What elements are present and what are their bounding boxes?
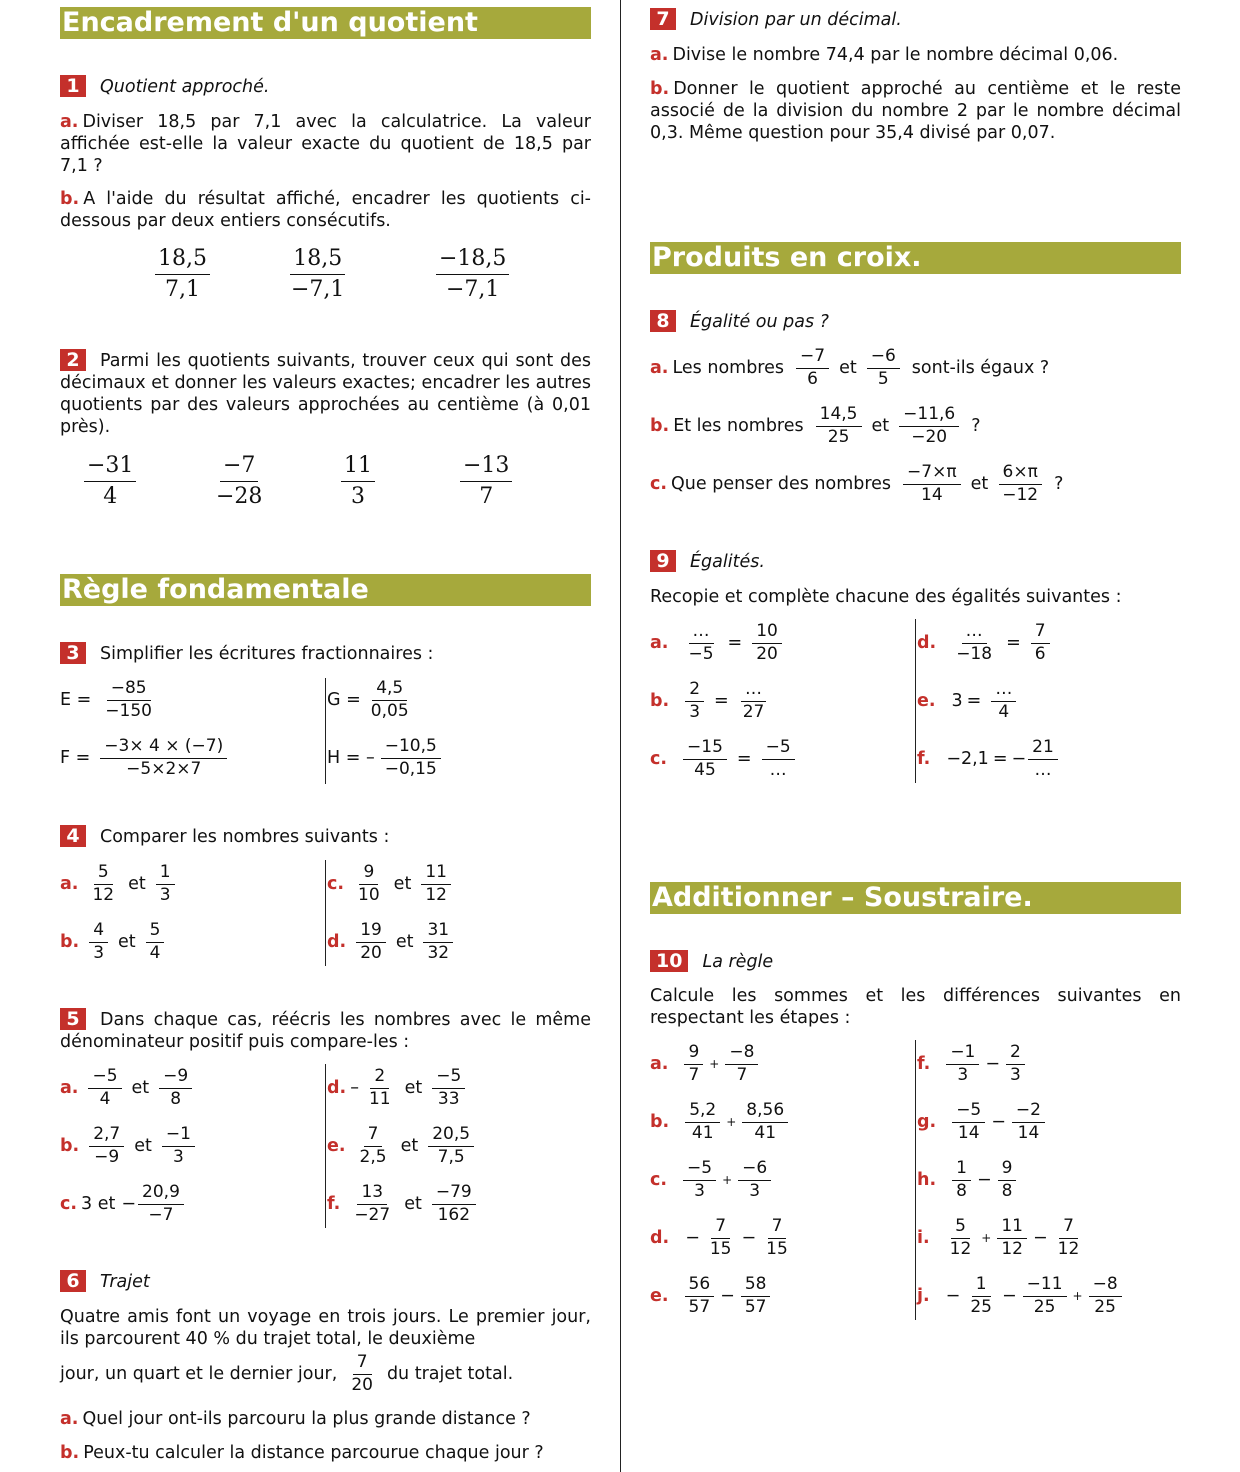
section-title-regle: Règle fondamentale [60, 574, 591, 606]
part-label: a. [60, 112, 79, 132]
section-title-encadrement: Encadrement d'un quotient [60, 7, 591, 39]
exercise-title: Trajet [100, 1272, 150, 1292]
exercise-number: 8 [650, 310, 676, 332]
equality-9b: b. $\frac{2}{3}$ = … 27 [650, 678, 765, 722]
exercise-number: 7 [650, 8, 676, 30]
exercise-6-text: Quatre amis font un voyage en trois jours. Le premier jour, ils parcourent 40 % du trajet total, le deuxième [60, 1307, 591, 1349]
comparison-c: c. 9 10 et 11 12 [327, 860, 457, 908]
exercise-9-text: Recopie et complète chacune des égalités suivantes : [650, 587, 1122, 607]
exercise-title: La règle [702, 952, 774, 972]
exercise-4-header [60, 825, 389, 849]
exercise-number: 1 [60, 75, 86, 97]
calc-10h: h. 1 8 − $\frac{9}{8}$ [917, 1156, 1022, 1204]
calc-10f: f. −1 3 − $\frac{2}{3}$ [917, 1040, 1031, 1088]
exercise-7-header [650, 8, 902, 32]
calc-10g: g. −5 14 − $\frac{-2}{14}$ [917, 1098, 1051, 1146]
compare-5a: a. −5 4 et −9 8 [60, 1064, 198, 1112]
divider [325, 860, 326, 966]
exercise-5-text [60, 1008, 591, 1053]
exercise-text: Dans chaque cas, réécris les nombres avec le même dénominateur positif puis compare-les : [60, 1010, 591, 1052]
exercise-number: 2 [60, 349, 86, 371]
divider [325, 1064, 326, 1228]
exercise-text: Parmi les quotients suivants, trouver ceux qui sont des décimaux et donner les valeurs exactes; encadrer les autres quotients par des valeurs approchées au centième (à 0,01 près). [60, 351, 591, 437]
divider [915, 1040, 916, 1320]
expression-F: F = $\frac{-3\times 4 \times (-7)}{-5\times 2\times 7}$ [60, 734, 233, 782]
comparison-b: b. 4 3 et 5 4 [60, 918, 170, 966]
question-8c: c. Que penser des nombres −7×π 14 et 6×π −12 ? [650, 461, 1064, 505]
equality-9c: c. $\frac{-15}{45}$ = −5 … [650, 735, 801, 783]
exercise-3-header [60, 642, 433, 666]
exercise-text: Simplifier les écritures fractionnaires : [100, 644, 434, 664]
equality-9f: f. −2,1 = − 21 … [917, 735, 1064, 783]
part-label: b. [60, 189, 80, 209]
section-title-additionner: Additionner – Soustraire. [650, 882, 1181, 914]
exercise-1-part-b [60, 188, 591, 232]
compare-5c: c. 3 et − $\frac{20,9}{-7}$ [60, 1180, 190, 1228]
exercise-8-header [650, 310, 829, 334]
divider [325, 678, 326, 784]
calc-10a: a. 9 7 + $\frac{-8}{7}$ [650, 1040, 764, 1088]
exercise-2-text [60, 349, 591, 438]
exercise-number: 5 [60, 1008, 86, 1030]
equality-9e: e. 3 = … 4 [917, 677, 1022, 725]
comparison-d: d. 19 20 et 31 32 [327, 918, 459, 966]
fraction-minus-18-5-over-minus-7-1: $\frac{-18,5}{-7,1}$ [436, 245, 509, 303]
exercise-number: 6 [60, 1270, 86, 1292]
comparison-a: a. 5 12 et 1 3 [60, 860, 181, 908]
compare-5f: f. 13 −27 et −79 162 [327, 1180, 482, 1228]
exercise-1-part-a [60, 111, 591, 177]
exercise-6-text-line: jour, un quart et le dernier jour, 7 20 du trajet total. [60, 1351, 514, 1395]
exercise-9-header [650, 550, 765, 574]
exercise-text: Comparer les nombres suivants : [100, 827, 390, 847]
exercise-1-header [60, 75, 269, 99]
part-text: A l'aide du résultat affiché, encadrer les quotients ci-dessous par deux entiers consécutifs. [60, 189, 591, 231]
exercise-10-text: Calcule les sommes et les différences suivantes en respectant les étapes : [650, 986, 1181, 1028]
exercise-title: Égalité ou pas ? [690, 312, 829, 332]
calc-10b: b. 5,2 41 + $\frac{8,56}{41}$ [650, 1098, 794, 1146]
exercise-6-part-a: a. Quel jour ont-ils parcouru la plus grande distance ? [60, 1409, 531, 1429]
section-title-produits: Produits en croix. [650, 242, 1181, 274]
expression-E: E = $\frac{-85}{-150}$ [60, 677, 152, 721]
fraction-minus-31-over-4: $\frac{-31}{4}$ [84, 452, 136, 510]
exercise-title: Égalités. [690, 552, 765, 572]
calc-10i: i. 5 12 + $\frac{11}{12}$ − $\frac{7}{12}$ [917, 1215, 1080, 1259]
compare-5e: e. 7 2,5 et 20,5 7,5 [327, 1122, 480, 1170]
fraction-18-5-over-7-1: $\frac{18,5}{7,1}$ [155, 245, 210, 303]
exercise-6-part-b: b. Peux-tu calculer la distance parcourue chaque jour ? [60, 1443, 544, 1463]
expression-G: G = $\frac{4,5}{0,05}$ [327, 677, 409, 721]
divider [915, 619, 916, 783]
compare-5d: d. – 2 11 et −5 33 [327, 1064, 471, 1112]
calc-10e: e. 56 57 − $\frac{58}{57}$ [650, 1272, 776, 1320]
exercise-title: Quotient approché. [100, 77, 270, 97]
question-8a: a. Les nombres −7 6 et −6 5 sont-ils égaux ? [650, 345, 1050, 389]
exercise-10-header [650, 950, 773, 974]
calc-10j: j. − $\frac{1}{25}$ − $\frac{-11}{25}$ + $\frac{-8}{25}$ [917, 1272, 1128, 1320]
calc-10d: d. − $\frac{7}{15}$ − $\frac{7}{15}$ [650, 1215, 788, 1259]
column-separator [620, 0, 621, 1472]
compare-5b: b. 2,7 −9 et −1 3 [60, 1122, 201, 1170]
exercise-number: 10 [650, 950, 688, 972]
exercise-number: 3 [60, 642, 86, 664]
fraction-minus-7-over-minus-28: $\frac{-7}{-28}$ [216, 453, 263, 509]
exercise-title: Division par un décimal. [690, 10, 902, 30]
fraction-11-over-3: $\frac{11}{3}$ [341, 452, 375, 510]
calc-10c: c. −5 3 + $\frac{-6}{3}$ [650, 1156, 777, 1204]
equality-9a: a. … −5 = $\frac{10}{20}$ [650, 619, 788, 667]
exercise-7-part-a: a. Divise le nombre 74,4 par le nombre décimal 0,06. [650, 45, 1119, 65]
fraction-minus-13-over-7: $\frac{-13}{7}$ [460, 452, 512, 510]
equality-9d: d. … −18 = $\frac{7}{6}$ [917, 619, 1056, 667]
fraction-18-5-over-minus-7-1: $\frac{18,5}{-7,1}$ [291, 246, 345, 302]
exercise-number: 4 [60, 825, 86, 847]
exercise-number: 9 [650, 550, 676, 572]
expression-H: H = – −10,5 −0,15 [327, 734, 447, 782]
exercise-7-part-b: b. Donner le quotient approché au centième et le reste associé de la division du nombre 2 par le nombre décimal 0,3. Même question pour 35,4 divisé par 0,07. [650, 79, 1181, 143]
question-8b: b. Et les nombres 14,5 25 et −11,6 −20 ? [650, 403, 981, 447]
part-text: Diviser 18,5 par 7,1 avec la calculatrice. La valeur affichée est-elle la valeur exacte du quotient de 18,5 par 7,1 ? [60, 112, 591, 176]
exercise-6-header [60, 1270, 150, 1294]
